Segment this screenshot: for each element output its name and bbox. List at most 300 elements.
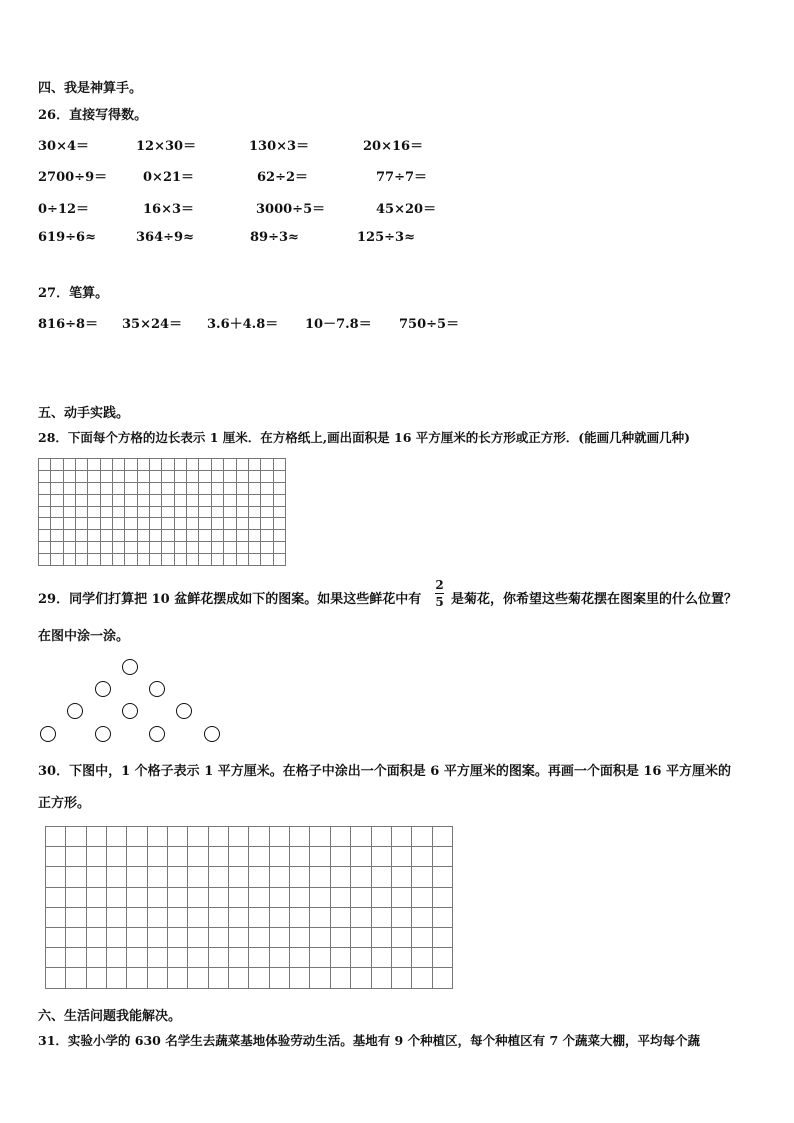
grid-cell[interactable]: [212, 530, 224, 542]
grid-cell[interactable]: [351, 867, 371, 887]
grid-cell[interactable]: [125, 554, 137, 566]
grid-cell[interactable]: [127, 867, 147, 887]
grid-cell[interactable]: [261, 483, 273, 495]
grid-cell[interactable]: [433, 827, 453, 847]
grid-cell[interactable]: [392, 867, 412, 887]
grid-cell[interactable]: [229, 847, 249, 867]
grid-cell[interactable]: [274, 518, 286, 530]
grid-cell[interactable]: [199, 518, 211, 530]
flower-pot-circle[interactable]: [204, 726, 220, 742]
grid-cell[interactable]: [392, 888, 412, 908]
grid-cell[interactable]: [113, 507, 125, 519]
grid-cell[interactable]: [101, 495, 113, 507]
grid-cell[interactable]: [212, 495, 224, 507]
grid-cell[interactable]: [107, 908, 127, 928]
grid-cell[interactable]: [209, 847, 229, 867]
grid-cell[interactable]: [412, 888, 432, 908]
grid-cell[interactable]: [331, 888, 351, 908]
grid-cell[interactable]: [127, 908, 147, 928]
grid-cell[interactable]: [209, 968, 229, 988]
grid-cell[interactable]: [125, 459, 137, 471]
grid-cell[interactable]: [224, 518, 236, 530]
grid-cell[interactable]: [76, 542, 88, 554]
grid-cell[interactable]: [290, 827, 310, 847]
grid-cell[interactable]: [66, 968, 86, 988]
grid-cell[interactable]: [249, 554, 261, 566]
grid-cell[interactable]: [274, 542, 286, 554]
grid-cell[interactable]: [412, 867, 432, 887]
grid-cell[interactable]: [168, 827, 188, 847]
grid-cell[interactable]: [101, 530, 113, 542]
grid-cell[interactable]: [229, 867, 249, 887]
grid-cell[interactable]: [224, 542, 236, 554]
grid-cell[interactable]: [138, 530, 150, 542]
grid-cell[interactable]: [64, 530, 76, 542]
grid-cell[interactable]: [150, 554, 162, 566]
grid-cell[interactable]: [66, 948, 86, 968]
grid-cell[interactable]: [270, 908, 290, 928]
grid-cell[interactable]: [148, 928, 168, 948]
grid-cell[interactable]: [168, 888, 188, 908]
grid-cell[interactable]: [162, 507, 174, 519]
grid-cell[interactable]: [88, 471, 100, 483]
grid-cell[interactable]: [138, 507, 150, 519]
grid-cell[interactable]: [212, 554, 224, 566]
grid-cell[interactable]: [249, 518, 261, 530]
grid-cell[interactable]: [162, 495, 174, 507]
grid-cell[interactable]: [148, 888, 168, 908]
grid-cell[interactable]: [229, 968, 249, 988]
grid-cell[interactable]: [392, 948, 412, 968]
grid-cell[interactable]: [392, 847, 412, 867]
grid-cell[interactable]: [175, 507, 187, 519]
grid-cell[interactable]: [372, 867, 392, 887]
grid-cell[interactable]: [76, 495, 88, 507]
grid-cell[interactable]: [351, 908, 371, 928]
grid-cell[interactable]: [125, 507, 137, 519]
grid-cell[interactable]: [188, 968, 208, 988]
grid-cell[interactable]: [274, 554, 286, 566]
grid-cell[interactable]: [212, 471, 224, 483]
grid-cell[interactable]: [39, 507, 51, 519]
grid-cell[interactable]: [175, 530, 187, 542]
grid-cell[interactable]: [175, 518, 187, 530]
grid-cell[interactable]: [270, 867, 290, 887]
grid-cell[interactable]: [175, 554, 187, 566]
grid-cell[interactable]: [66, 928, 86, 948]
grid-cell[interactable]: [274, 471, 286, 483]
grid-cell[interactable]: [274, 530, 286, 542]
grid-cell[interactable]: [88, 554, 100, 566]
grid-cell[interactable]: [101, 471, 113, 483]
grid-cell[interactable]: [188, 928, 208, 948]
grid-cell[interactable]: [150, 507, 162, 519]
grid-cell[interactable]: [113, 483, 125, 495]
flower-pot-circle[interactable]: [40, 726, 56, 742]
grid-cell[interactable]: [88, 542, 100, 554]
grid-cell[interactable]: [162, 483, 174, 495]
grid-cell[interactable]: [88, 495, 100, 507]
grid-cell[interactable]: [51, 471, 63, 483]
grid-cell[interactable]: [412, 908, 432, 928]
grid-cell[interactable]: [412, 847, 432, 867]
grid-cell[interactable]: [175, 483, 187, 495]
grid-cell[interactable]: [64, 507, 76, 519]
grid-cell[interactable]: [331, 968, 351, 988]
grid-cell[interactable]: [392, 908, 412, 928]
grid-cell[interactable]: [188, 908, 208, 928]
grid-cell[interactable]: [392, 827, 412, 847]
grid-cell[interactable]: [187, 554, 199, 566]
grid-cell[interactable]: [224, 554, 236, 566]
grid-cell[interactable]: [39, 542, 51, 554]
grid-cell[interactable]: [66, 908, 86, 928]
grid-cell[interactable]: [433, 968, 453, 988]
grid-cell[interactable]: [138, 542, 150, 554]
grid-cell[interactable]: [249, 827, 269, 847]
grid-cell[interactable]: [148, 908, 168, 928]
grid-cell[interactable]: [168, 948, 188, 968]
grid-cell[interactable]: [39, 483, 51, 495]
grid-cell[interactable]: [187, 459, 199, 471]
grid-cell[interactable]: [39, 518, 51, 530]
grid-cell[interactable]: [433, 888, 453, 908]
grid-cell[interactable]: [148, 847, 168, 867]
grid-cell[interactable]: [249, 908, 269, 928]
grid-cell[interactable]: [107, 827, 127, 847]
grid-cell[interactable]: [162, 530, 174, 542]
grid-cell[interactable]: [209, 888, 229, 908]
grid-cell[interactable]: [261, 554, 273, 566]
grid-cell[interactable]: [88, 459, 100, 471]
grid-cell[interactable]: [229, 908, 249, 928]
grid-cell[interactable]: [310, 867, 330, 887]
flower-pot-circle[interactable]: [122, 703, 138, 719]
grid-cell[interactable]: [138, 483, 150, 495]
grid-cell[interactable]: [229, 888, 249, 908]
grid-cell[interactable]: [162, 542, 174, 554]
grid-cell[interactable]: [372, 888, 392, 908]
grid-cell[interactable]: [270, 888, 290, 908]
grid-cell[interactable]: [46, 847, 66, 867]
grid-cell[interactable]: [249, 507, 261, 519]
grid-cell[interactable]: [229, 827, 249, 847]
grid-cell[interactable]: [310, 908, 330, 928]
grid-cell[interactable]: [150, 530, 162, 542]
grid-cell[interactable]: [261, 542, 273, 554]
grid-cell[interactable]: [113, 471, 125, 483]
grid-cell[interactable]: [261, 459, 273, 471]
grid-cell[interactable]: [188, 948, 208, 968]
grid-cell[interactable]: [125, 542, 137, 554]
grid-cell[interactable]: [138, 518, 150, 530]
grid-cell[interactable]: [51, 530, 63, 542]
grid-cell[interactable]: [237, 530, 249, 542]
grid-cell[interactable]: [351, 827, 371, 847]
grid-cell[interactable]: [101, 459, 113, 471]
grid-cell[interactable]: [46, 948, 66, 968]
grid-cell[interactable]: [412, 948, 432, 968]
grid-cell[interactable]: [187, 483, 199, 495]
grid-cell[interactable]: [412, 827, 432, 847]
q28-grid-paper[interactable]: [38, 458, 286, 566]
grid-cell[interactable]: [237, 483, 249, 495]
grid-cell[interactable]: [88, 507, 100, 519]
grid-cell[interactable]: [150, 471, 162, 483]
grid-cell[interactable]: [229, 948, 249, 968]
grid-cell[interactable]: [187, 518, 199, 530]
grid-cell[interactable]: [392, 928, 412, 948]
grid-cell[interactable]: [249, 888, 269, 908]
grid-cell[interactable]: [76, 507, 88, 519]
grid-cell[interactable]: [188, 867, 208, 887]
grid-cell[interactable]: [433, 928, 453, 948]
grid-cell[interactable]: [107, 888, 127, 908]
grid-cell[interactable]: [46, 968, 66, 988]
grid-cell[interactable]: [187, 542, 199, 554]
grid-cell[interactable]: [433, 847, 453, 867]
grid-cell[interactable]: [51, 554, 63, 566]
grid-cell[interactable]: [331, 867, 351, 887]
grid-cell[interactable]: [372, 948, 392, 968]
grid-cell[interactable]: [249, 968, 269, 988]
flower-pot-circle[interactable]: [67, 703, 83, 719]
grid-cell[interactable]: [113, 495, 125, 507]
grid-cell[interactable]: [209, 948, 229, 968]
grid-cell[interactable]: [113, 459, 125, 471]
grid-cell[interactable]: [372, 968, 392, 988]
grid-cell[interactable]: [249, 542, 261, 554]
grid-cell[interactable]: [224, 495, 236, 507]
grid-cell[interactable]: [433, 867, 453, 887]
grid-cell[interactable]: [88, 530, 100, 542]
grid-cell[interactable]: [237, 495, 249, 507]
grid-cell[interactable]: [310, 948, 330, 968]
grid-cell[interactable]: [249, 867, 269, 887]
grid-cell[interactable]: [187, 495, 199, 507]
grid-cell[interactable]: [237, 518, 249, 530]
grid-cell[interactable]: [138, 554, 150, 566]
grid-cell[interactable]: [150, 483, 162, 495]
grid-cell[interactable]: [127, 928, 147, 948]
grid-cell[interactable]: [270, 827, 290, 847]
grid-cell[interactable]: [101, 507, 113, 519]
grid-cell[interactable]: [46, 928, 66, 948]
grid-cell[interactable]: [188, 827, 208, 847]
grid-cell[interactable]: [125, 495, 137, 507]
grid-cell[interactable]: [148, 867, 168, 887]
grid-cell[interactable]: [64, 554, 76, 566]
grid-cell[interactable]: [187, 507, 199, 519]
q30-grid-paper[interactable]: [45, 826, 453, 989]
grid-cell[interactable]: [148, 968, 168, 988]
flower-pot-circle[interactable]: [122, 659, 138, 675]
grid-cell[interactable]: [310, 827, 330, 847]
grid-cell[interactable]: [113, 530, 125, 542]
grid-cell[interactable]: [249, 928, 269, 948]
grid-cell[interactable]: [66, 847, 86, 867]
grid-cell[interactable]: [261, 507, 273, 519]
grid-cell[interactable]: [212, 483, 224, 495]
grid-cell[interactable]: [168, 968, 188, 988]
grid-cell[interactable]: [87, 948, 107, 968]
grid-cell[interactable]: [46, 888, 66, 908]
grid-cell[interactable]: [237, 471, 249, 483]
grid-cell[interactable]: [150, 459, 162, 471]
grid-cell[interactable]: [46, 908, 66, 928]
grid-cell[interactable]: [76, 554, 88, 566]
grid-cell[interactable]: [168, 928, 188, 948]
grid-cell[interactable]: [64, 459, 76, 471]
grid-cell[interactable]: [46, 867, 66, 887]
grid-cell[interactable]: [331, 928, 351, 948]
grid-cell[interactable]: [270, 847, 290, 867]
grid-cell[interactable]: [351, 847, 371, 867]
grid-cell[interactable]: [138, 471, 150, 483]
grid-cell[interactable]: [199, 495, 211, 507]
grid-cell[interactable]: [87, 827, 107, 847]
grid-cell[interactable]: [107, 847, 127, 867]
grid-cell[interactable]: [187, 530, 199, 542]
grid-cell[interactable]: [290, 968, 310, 988]
grid-cell[interactable]: [290, 948, 310, 968]
grid-cell[interactable]: [331, 827, 351, 847]
grid-cell[interactable]: [175, 542, 187, 554]
grid-cell[interactable]: [224, 483, 236, 495]
grid-cell[interactable]: [224, 471, 236, 483]
grid-cell[interactable]: [270, 968, 290, 988]
grid-cell[interactable]: [101, 554, 113, 566]
grid-cell[interactable]: [175, 495, 187, 507]
grid-cell[interactable]: [148, 827, 168, 847]
grid-cell[interactable]: [46, 827, 66, 847]
grid-cell[interactable]: [39, 495, 51, 507]
grid-cell[interactable]: [237, 459, 249, 471]
grid-cell[interactable]: [64, 542, 76, 554]
grid-cell[interactable]: [87, 847, 107, 867]
grid-cell[interactable]: [39, 554, 51, 566]
flower-pot-circle[interactable]: [176, 703, 192, 719]
grid-cell[interactable]: [199, 459, 211, 471]
grid-cell[interactable]: [229, 928, 249, 948]
grid-cell[interactable]: [51, 483, 63, 495]
grid-cell[interactable]: [351, 928, 371, 948]
grid-cell[interactable]: [150, 495, 162, 507]
grid-cell[interactable]: [212, 459, 224, 471]
grid-cell[interactable]: [87, 928, 107, 948]
flower-pot-circle[interactable]: [95, 681, 111, 697]
grid-cell[interactable]: [66, 827, 86, 847]
grid-cell[interactable]: [199, 483, 211, 495]
grid-cell[interactable]: [249, 483, 261, 495]
grid-cell[interactable]: [138, 459, 150, 471]
grid-cell[interactable]: [76, 471, 88, 483]
grid-cell[interactable]: [212, 542, 224, 554]
grid-cell[interactable]: [127, 847, 147, 867]
grid-cell[interactable]: [212, 518, 224, 530]
grid-cell[interactable]: [51, 542, 63, 554]
grid-cell[interactable]: [168, 908, 188, 928]
grid-cell[interactable]: [310, 847, 330, 867]
grid-cell[interactable]: [88, 483, 100, 495]
grid-cell[interactable]: [392, 968, 412, 988]
grid-cell[interactable]: [125, 471, 137, 483]
grid-cell[interactable]: [107, 928, 127, 948]
grid-cell[interactable]: [372, 928, 392, 948]
flower-pot-circle[interactable]: [149, 726, 165, 742]
grid-cell[interactable]: [351, 888, 371, 908]
grid-cell[interactable]: [412, 928, 432, 948]
grid-cell[interactable]: [199, 471, 211, 483]
grid-cell[interactable]: [148, 948, 168, 968]
grid-cell[interactable]: [209, 908, 229, 928]
grid-cell[interactable]: [64, 495, 76, 507]
grid-cell[interactable]: [237, 554, 249, 566]
grid-cell[interactable]: [212, 507, 224, 519]
grid-cell[interactable]: [51, 518, 63, 530]
grid-cell[interactable]: [199, 554, 211, 566]
grid-cell[interactable]: [113, 518, 125, 530]
grid-cell[interactable]: [290, 847, 310, 867]
grid-cell[interactable]: [274, 495, 286, 507]
grid-cell[interactable]: [224, 530, 236, 542]
grid-cell[interactable]: [107, 867, 127, 887]
grid-cell[interactable]: [107, 948, 127, 968]
grid-cell[interactable]: [107, 968, 127, 988]
grid-cell[interactable]: [87, 968, 107, 988]
grid-cell[interactable]: [162, 459, 174, 471]
grid-cell[interactable]: [261, 471, 273, 483]
grid-cell[interactable]: [237, 507, 249, 519]
grid-cell[interactable]: [249, 471, 261, 483]
grid-cell[interactable]: [175, 471, 187, 483]
grid-cell[interactable]: [331, 847, 351, 867]
grid-cell[interactable]: [51, 459, 63, 471]
grid-cell[interactable]: [87, 867, 107, 887]
grid-cell[interactable]: [39, 471, 51, 483]
grid-cell[interactable]: [199, 542, 211, 554]
grid-cell[interactable]: [372, 827, 392, 847]
grid-cell[interactable]: [138, 495, 150, 507]
grid-cell[interactable]: [101, 483, 113, 495]
grid-cell[interactable]: [351, 968, 371, 988]
grid-cell[interactable]: [224, 459, 236, 471]
grid-cell[interactable]: [199, 530, 211, 542]
grid-cell[interactable]: [39, 530, 51, 542]
grid-cell[interactable]: [125, 483, 137, 495]
grid-cell[interactable]: [188, 888, 208, 908]
grid-cell[interactable]: [351, 948, 371, 968]
grid-cell[interactable]: [66, 867, 86, 887]
grid-cell[interactable]: [310, 968, 330, 988]
grid-cell[interactable]: [87, 888, 107, 908]
grid-cell[interactable]: [372, 908, 392, 928]
grid-cell[interactable]: [274, 507, 286, 519]
grid-cell[interactable]: [249, 948, 269, 968]
grid-cell[interactable]: [249, 495, 261, 507]
grid-cell[interactable]: [270, 928, 290, 948]
grid-cell[interactable]: [187, 471, 199, 483]
grid-cell[interactable]: [64, 483, 76, 495]
grid-cell[interactable]: [290, 928, 310, 948]
grid-cell[interactable]: [188, 847, 208, 867]
grid-cell[interactable]: [87, 908, 107, 928]
grid-cell[interactable]: [175, 459, 187, 471]
grid-cell[interactable]: [249, 459, 261, 471]
grid-cell[interactable]: [150, 542, 162, 554]
grid-cell[interactable]: [274, 459, 286, 471]
grid-cell[interactable]: [162, 554, 174, 566]
